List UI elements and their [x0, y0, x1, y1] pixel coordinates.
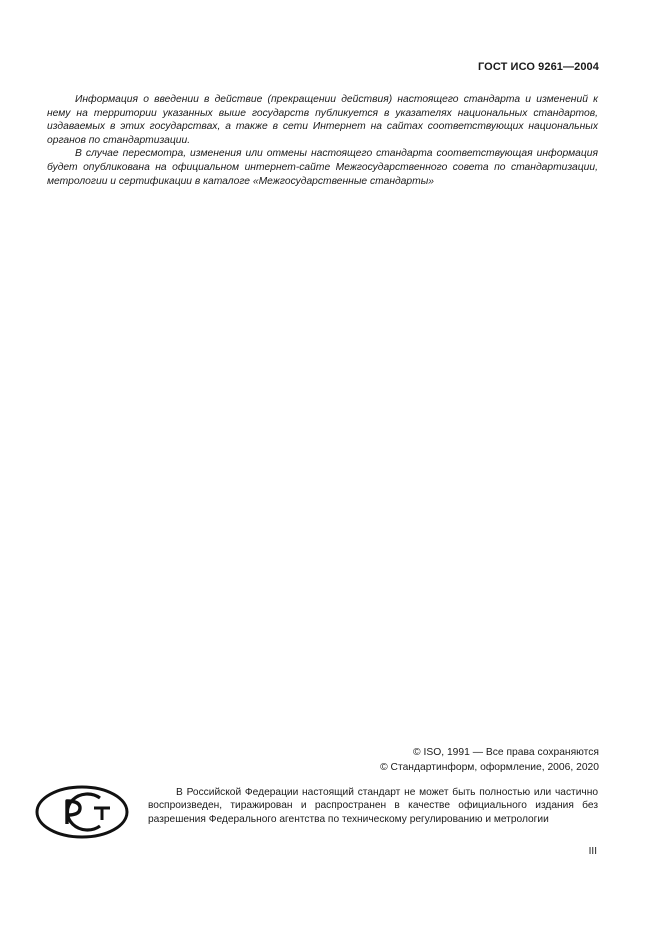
- notice-text: В Российской Федерации настоящий стандарт не может быть полностью или частично воспроизведен, тиражирован и распространен в качестве официального издания без разрешения Федерального агентства по техническому регулированию и метрологии: [148, 787, 598, 825]
- gost-r-certification-mark-icon: [34, 784, 130, 840]
- iso-copyright-line: © ISO, 1991 — Все права сохраняются: [413, 747, 599, 758]
- reproduction-notice: [148, 786, 598, 826]
- copyright-block: [380, 746, 599, 775]
- intro-paragraph-1: Информация о введении в действие (прекращении действия) настоящего стандарта и изменений к нему на территории указанных выше государств публикуется в указателях национальных стандартов, издаваемых в этих государствах, а также в сети Интернет на сайтах соответствующих национальных органов по стандартизации.: [47, 94, 598, 146]
- publisher-copyright-line: © Стандартинформ, оформление, 2006, 2020: [380, 761, 599, 773]
- intro-section: [47, 93, 598, 188]
- page-number: III: [588, 846, 597, 857]
- standard-code-header: ГОСТ ИСО 9261—2004: [477, 61, 599, 73]
- intro-paragraph-2: В случае пересмотра, изменения или отмены настоящего стандарта соответствующая информация будет опубликована на официальном интернет-сайте Межгосударственного совета по стандартизации, метрологии и сертификации в каталоге «Межгосударственные стандарты»: [47, 148, 598, 187]
